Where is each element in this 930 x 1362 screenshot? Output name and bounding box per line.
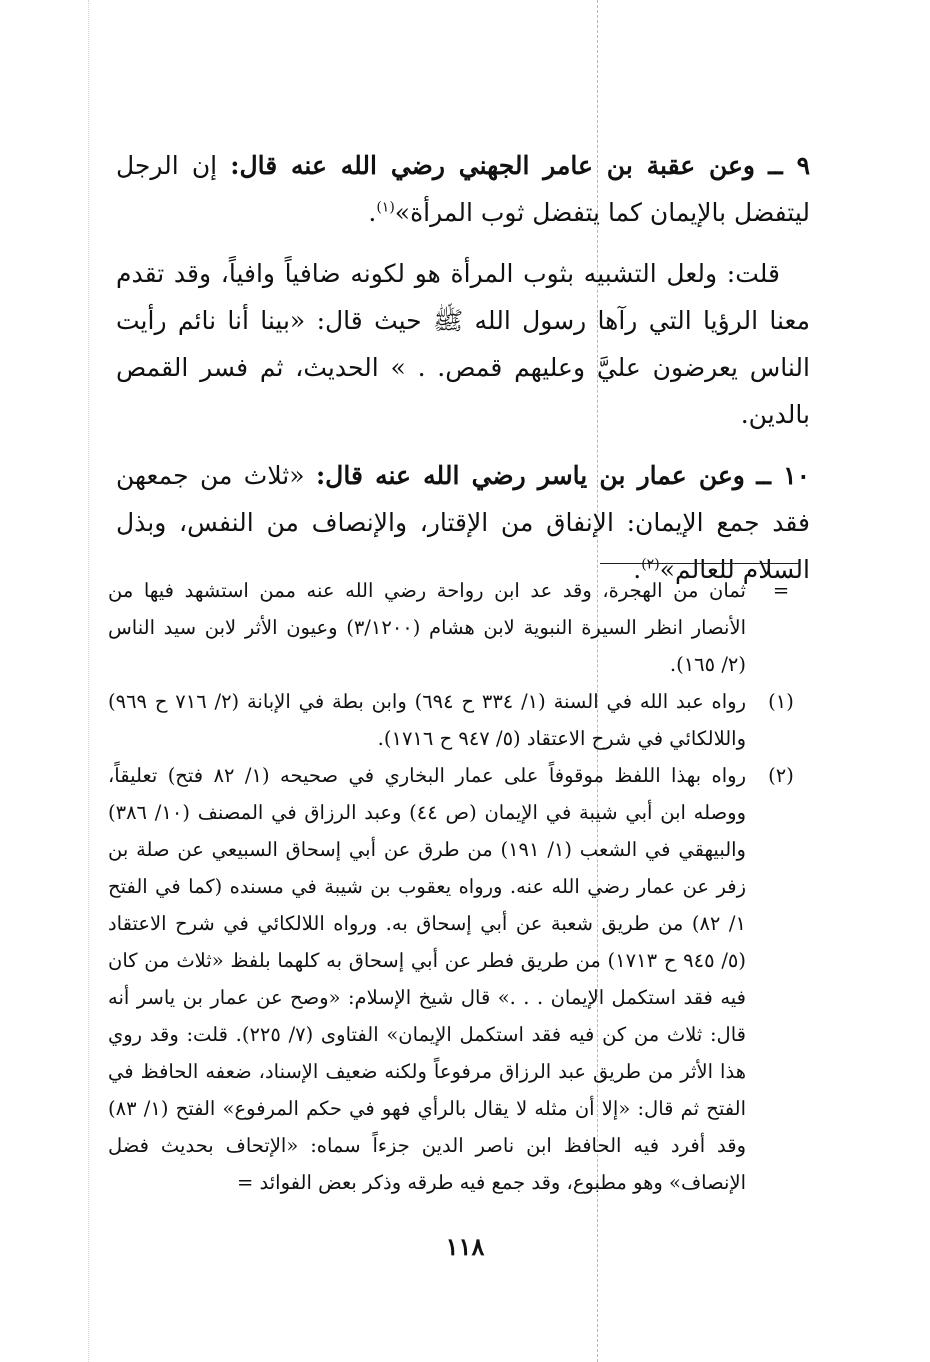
footnote-ref: (١)	[376, 199, 395, 216]
footnote-marker: (٢)	[768, 764, 794, 787]
narration-number: ٩ ــ	[768, 151, 811, 180]
footnote-text: رواه بهذا اللفظ موقوفاً على عمار البخاري في صحيحه (١/ ٨٢ فتح) تعليقاً، ووصله ابن أبي شيبة في الإيمان (ص ٤٤) وعبد الرزاق في المصنف (١٠/ ٣٨٦) والبيهقي في الشعب (١/ ١٩١) من طرق عن أبي إسحاق السبيعي عن صلة بن زفر عن عمار رضي الله عنه. ورواه يعقوب بن شيبة في مسنده (كما في الفتح ١/ ٨٢) من طريق شعبة عن أبي إسحاق به. ورواه اللالكائي في شرح الاعتقاد (٥/ ٩٤٥ ح ١٧١٣) من طريق فطر عن أبي إسحاق به كلهما بلفظ «ثلاث من كان فيه فقد استكمل الإيمان . . .» قال شيخ الإسلام: «وصح عن عمار بن ياسر أنه قال: ثلاث من كن فيه فقد استكمل الإيمان» الفتاوى (٧/ ٢٢٥). قلت: وقد روي هذا الأثر من طريق عبد الرزاق مرفوعاً ولكنه ضعيف الإسناد، ضعفه الحافظ في الفتح ثم قال: «إلا أن مثله لا يقال بالرأي فهو في حكم المرفوع» الفتح (١/ ٨٣) وقد أفرد فيه الحافظ ابن ناصر الدين جزءاً سماه: «الإتحاف بحديث فضل الإنصاف» وهو مطبوع، وقد جمع فيه طرقه وذكر بعض الفوائد =	[108, 764, 747, 1194]
footnote-1	[108, 683, 798, 757]
sentence-end: .	[368, 198, 377, 227]
narrator-phrase: وعن عقبة بن عامر الجهني رضي الله عنه قال:	[230, 151, 755, 180]
sentence-end: .	[633, 555, 642, 584]
paragraph-comment	[116, 250, 810, 438]
comment-text: قلت: ولعل التشبيه بثوب المرأة هو لكونه ضافياً وافياً، وقد تقدم معنا الرؤيا التي رآها رسول الله ﷺ حيث قال: «بينا أنا نائم رأيت الناس يعرضون عليَّ وعليهم قمص. . » الحديث، ثم فسر القمص بالدين.	[116, 259, 810, 429]
footnote-marker: (١)	[768, 690, 794, 713]
narration-number: ١٠ ــ	[756, 461, 810, 490]
footnote-text: ثمان من الهجرة، وقد عد ابن رواحة رضي الله عنه ممن استشهد فيها من الأنصار انظر السيرة النبوية لابن هشام (٣/١٢٠٠) وعيون الأثر لابن سيد الناس (٢/ ١٦٥).	[108, 579, 746, 676]
footnote-ref: (٢)	[641, 556, 660, 573]
footnotes	[108, 572, 798, 1201]
footnote-text: رواه عبد الله في السنة (١/ ٣٣٤ ح ٦٩٤) وابن بطة في الإبانة (٢/ ٧١٦ ح ٩٦٩) واللالكائي في شرح الاعتقاد (٥/ ٩٤٧ ح ١٧١٦).	[108, 690, 746, 750]
footnote-2	[108, 757, 798, 1201]
narration-text: إن الرجل ليتفضل بالإيمان كما يتفضل ثوب المرأة»	[116, 151, 810, 227]
narration-text: «ثلاث من جمعهن فقد جمع الإيمان: الإنفاق من الإقتار، والإنصاف من النفس، وبذل السلام للعالم»	[116, 461, 810, 584]
footnote-marker: =	[772, 579, 790, 602]
paragraph-narration-9	[116, 142, 810, 236]
footnote-separator	[600, 563, 800, 564]
narrator-phrase: وعن عمار بن ياسر رضي الله عنه قال:	[315, 461, 745, 490]
footnote-continuation	[108, 572, 798, 683]
scan-margin-line	[88, 0, 89, 1362]
main-text	[116, 142, 810, 607]
page-number: ١١٨	[445, 1232, 485, 1261]
